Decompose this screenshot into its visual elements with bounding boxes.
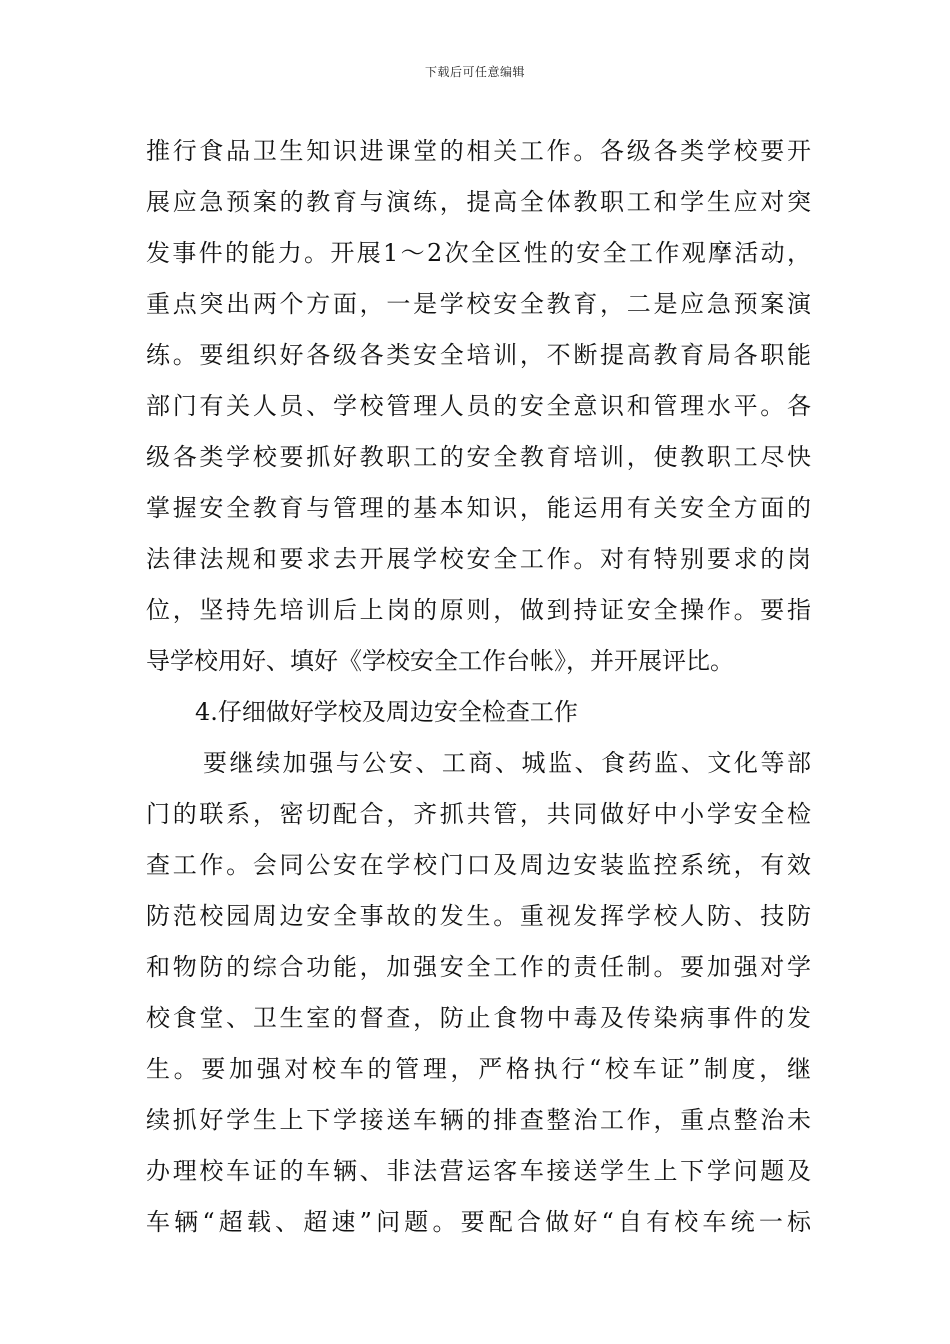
text-line: 要继续加强与公安、工商、城监、食药监、文化等部	[203, 749, 811, 777]
text-line: 部门有关人员、学校管理人员的安全意识和管理水平。各	[146, 392, 811, 420]
text-line: 查工作。会同公安在学校门口及周边安装监控系统，有效	[146, 851, 811, 879]
text-line: 车辆“超载、超速”问题。要配合做好“自有校车统一标	[146, 1208, 811, 1236]
text-line: 防范校园周边安全事故的发生。重视发挥学校人防、技防	[146, 902, 811, 930]
text-line: 重点突出两个方面，一是学校安全教育，二是应急预案演	[146, 290, 811, 318]
text-line: 门的联系，密切配合，齐抓共管，共同做好中小学安全检	[146, 800, 811, 828]
text-line: 级各类学校要抓好教职工的安全教育培训，使教职工尽快	[146, 443, 811, 471]
text-line: 续抓好学生上下学接送车辆的排查整治工作，重点整治未	[146, 1106, 811, 1134]
text-line: 练。要组织好各级各类安全培训，不断提高教育局各职能	[146, 341, 811, 369]
document-body	[146, 126, 811, 1248]
text-line: 和物防的综合功能，加强安全工作的责任制。要加强对学	[146, 953, 811, 981]
text-line: 办理校车证的车辆、非法营运客车接送学生上下学问题及	[146, 1157, 811, 1185]
text-line: 法律法规和要求去开展学校安全工作。对有特别要求的岗	[146, 545, 811, 573]
text-line: 导学校用好、填好《学校安全工作台帐》，并开展评比。	[146, 647, 734, 675]
text-line: 校食堂、卫生室的督查，防止食物中毒及传染病事件的发	[146, 1004, 811, 1032]
section-heading: 4.仔细做好学校及周边安全检查工作	[195, 698, 578, 726]
text-line: 掌握安全教育与管理的基本知识，能运用有关安全方面的	[146, 494, 811, 522]
text-line: 推行食品卫生知识进课堂的相关工作。各级各类学校要开	[146, 137, 811, 165]
text-line: 展应急预案的教育与演练，提高全体教职工和学生应对突	[146, 188, 811, 216]
text-line: 位，坚持先培训后上岗的原则，做到持证安全操作。要指	[146, 596, 811, 624]
paragraph-campus-inspection	[146, 738, 811, 1248]
page-header: 下载后可任意编辑	[424, 65, 525, 79]
text-line: 生。要加强对校车的管理，严格执行“校车证”制度，继	[146, 1055, 811, 1083]
paragraph-safety-training	[146, 126, 811, 687]
text-line: 发事件的能力。开展1～2次全区性的安全工作观摩活动，	[146, 239, 811, 267]
